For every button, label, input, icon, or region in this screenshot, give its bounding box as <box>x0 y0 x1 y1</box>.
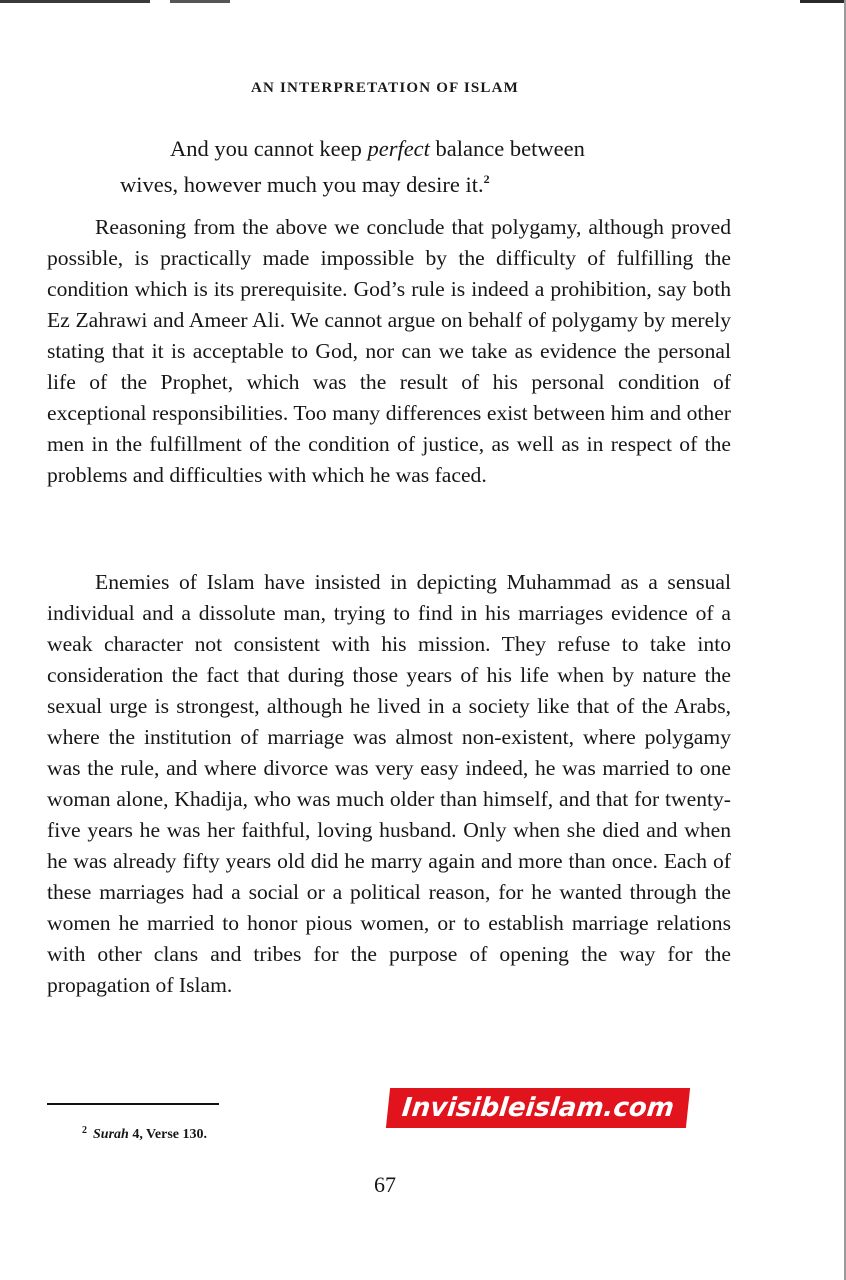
page-number: 67 <box>374 1172 396 1197</box>
watermark-logo: Invisibleislam.com <box>386 1088 690 1128</box>
footnote-reference: 2 <box>483 172 490 186</box>
quote-line-1: And you cannot keep perfect balance between <box>170 136 585 161</box>
running-head: AN INTERPRETATION OF ISLAM <box>250 80 520 96</box>
quote-emphasis: perfect <box>367 136 430 161</box>
footnote-reference-text: 4, Verse 130. <box>128 1127 207 1142</box>
footnote-marker: 2 <box>82 1125 87 1136</box>
quote-line-2: wives, however much you may desire it. <box>120 172 484 197</box>
footnote-divider <box>47 1103 219 1105</box>
footnote <box>82 1125 207 1143</box>
footnote-source: Surah <box>93 1127 129 1142</box>
scan-edge-top <box>0 0 846 3</box>
paragraph-1: Reasoning from the above we conclude that polygamy, although proved possible, is practically made impossible by the difficulty of fulfilling the condition which is its prerequisite. God’s rule is indeed a prohibition, say both Ez Zahrawi and Ameer Ali. We cannot argue on behalf of polygamy by merely stating that it is acceptable to God, nor can we take as evidence the personal life of the Prophet, which was the result of his personal condition of exceptional responsibilities. Too many differences exist between him and other men in the fulfillment of the condition of justice, as well as in respect of the problems and difficulties with which he was faced. <box>47 215 731 487</box>
paragraph-2: Enemies of Islam have insisted in depicting Muhammad as a sensual individual and a dissolute man, trying to find in his marriages evidence of a weak character not consistent with his mission. They refuse to take into consideration the fact that during those years of his life when by nature the sexual urge is strongest, although he lived in a society like that of the Arabs, where the institution of marriage was almost non-existent, where polygamy was the rule, and where divorce was very easy indeed, he was married to one woman alone, Khadija, who was much older than himself, and that for twenty-five years he was her faithful, loving husband. Only when she died and when he was already fifty years old did he marry again and more than once. Each of these marriages had a social or a political reason, for he wanted through the women he married to honor pious women, or to establish marriage relations with other clans and tribes for the purpose of opening the way for the propagation of Islam. <box>47 570 731 997</box>
block-quote <box>120 133 740 200</box>
